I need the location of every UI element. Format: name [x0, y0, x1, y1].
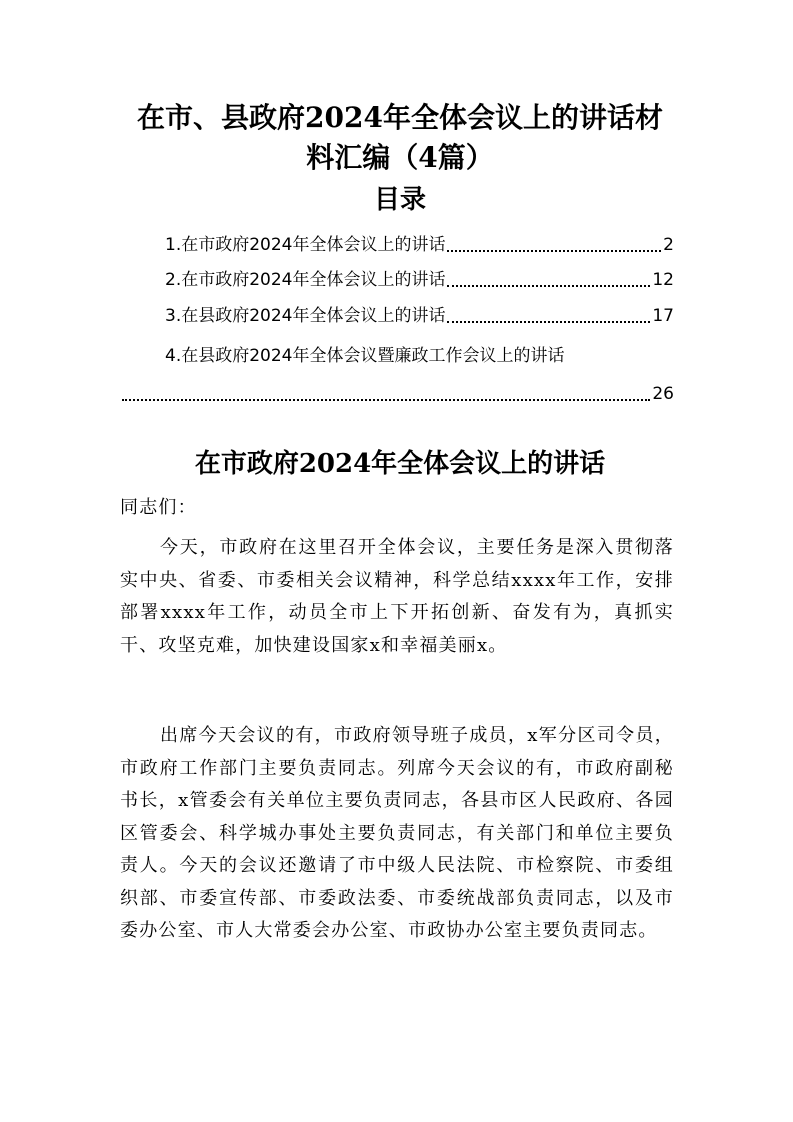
toc-entry-text: 3.在县政府2024年全体会议上的讲话 [165, 306, 446, 326]
toc-entry-text: 4.在县政府2024年全体会议暨廉政工作会议上的讲话 [165, 346, 565, 366]
toc-entry-page: 17 [652, 306, 674, 326]
toc-entry-text: 2.在市政府2024年全体会议上的讲话 [165, 270, 446, 290]
toc-entry-4[interactable] [165, 342, 674, 370]
toc-heading: 目录 [373, 185, 426, 215]
document-title-line1: 在市、县政府2024年全体会议上的讲话材 [137, 101, 663, 134]
greeting: 同志们： [120, 497, 197, 518]
toc-entry-page: 26 [652, 384, 674, 404]
toc-entry-text: 1.在市政府2024年全体会议上的讲话 [165, 235, 446, 255]
toc-leader-dots [447, 250, 661, 252]
toc-leader-dots [447, 321, 650, 323]
toc-entry-page: 2 [663, 235, 674, 255]
document-title-line2: 料汇编（4篇） [306, 141, 494, 174]
toc-entry-4-continuation[interactable] [120, 380, 674, 408]
toc-entry-page: 12 [652, 270, 674, 290]
toc-leader-dots [122, 399, 650, 401]
toc-entry-1[interactable] [165, 231, 674, 259]
body-paragraph-1: 今天，市政府在这里召开全体会议，主要任务是深入贯彻落实中央、省委、市委相关会议精神，科学总结xxxx年工作，安排部署xxxx年工作，动员全市上下开拓创新、奋发有为，真抓实干、攻坚克难，加快建设国家x和幸福美丽x。 [120, 537, 674, 656]
section-title: 在市政府2024年全体会议上的讲话 [194, 449, 606, 479]
toc-entry-3[interactable] [165, 302, 674, 330]
toc-leader-dots [447, 285, 650, 287]
toc-entry-2[interactable] [165, 266, 674, 294]
body-paragraph-2: 出席今天会议的有，市政府领导班子成员，x军分区司令员，市政府工作部门主要负责同志。列席今天会议的有，市政府副秘书长，x管委会有关单位主要负责同志，各县市区人民政府、各园区管委会、科学城办事处主要负责同志，有关部门和单位主要负责人。今天的会议还邀请了市中级人民法院、市检察院、市委组织部、市委宣传部、市委政法委、市委统战部负责同志，以及市委办公室、市人大常委会办公室、市政协办公室主要负责同志。 [120, 725, 674, 941]
